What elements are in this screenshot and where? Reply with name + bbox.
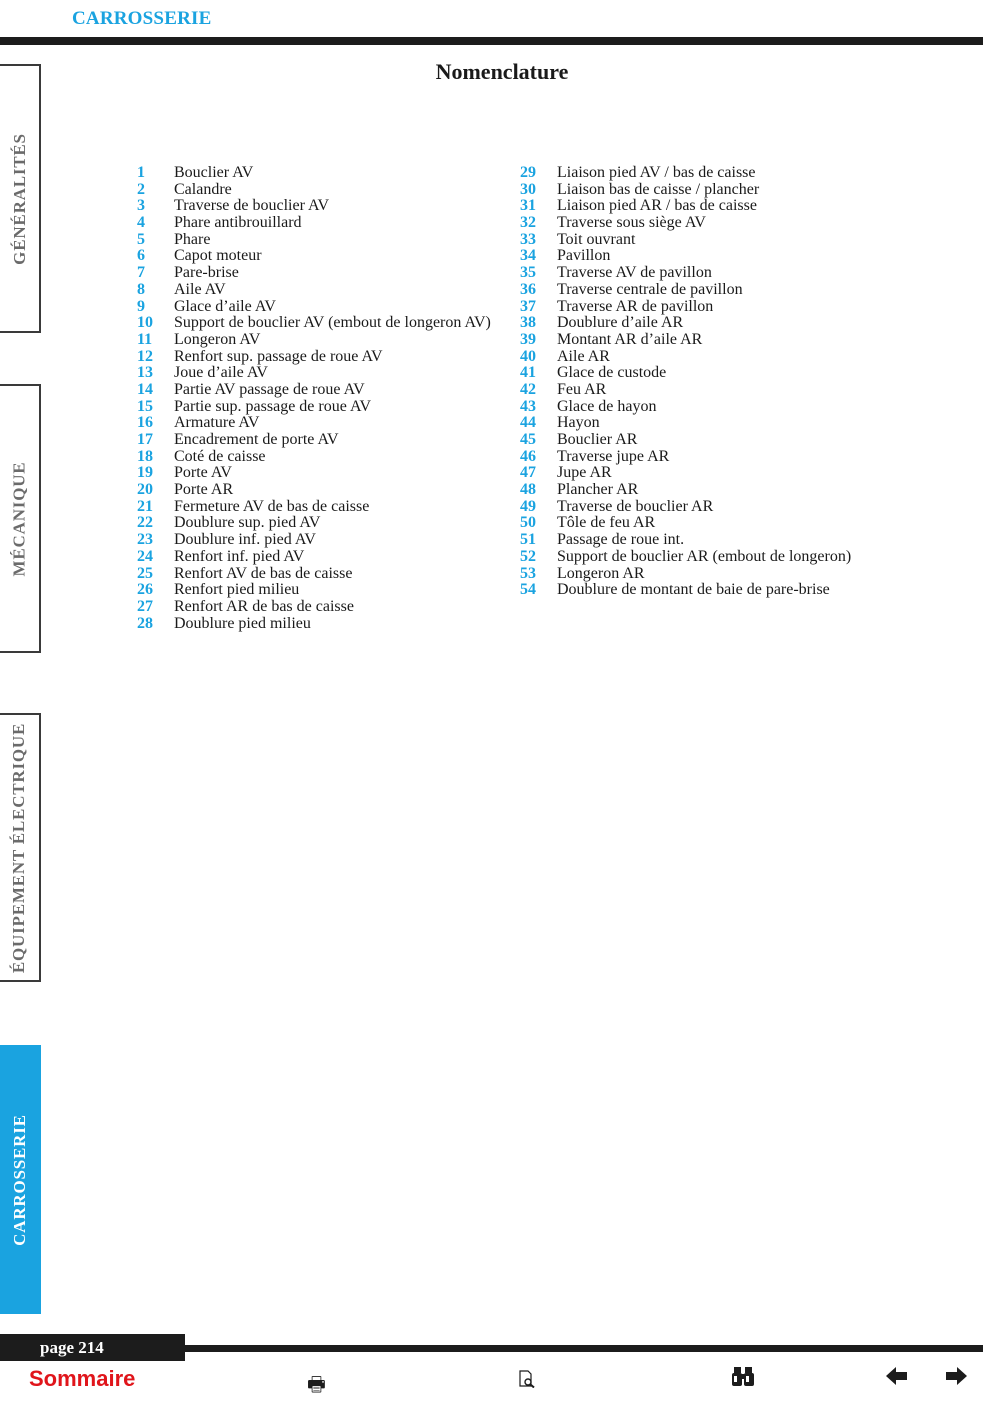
item-number: 10 — [137, 314, 153, 332]
list-item — [137, 165, 491, 182]
list-item — [520, 165, 851, 182]
list-item — [520, 215, 851, 232]
list-item — [520, 399, 851, 416]
item-number: 8 — [137, 280, 145, 298]
list-item — [520, 299, 851, 316]
item-label: Joue d’aile AV — [174, 364, 268, 382]
item-number: 42 — [520, 380, 536, 398]
item-label: Partie AV passage de roue AV — [174, 380, 365, 398]
item-number: 26 — [137, 581, 153, 599]
section-header-title: CARROSSERIE — [72, 8, 212, 29]
item-label: Montant AR d’aile AR — [557, 330, 703, 348]
list-item — [520, 182, 851, 199]
list-item — [137, 349, 491, 366]
forward-arrow-icon[interactable] — [945, 1363, 967, 1393]
item-number: 1 — [137, 164, 145, 181]
item-number: 46 — [520, 447, 536, 465]
item-number: 32 — [520, 214, 536, 232]
side-tab-label: GÉNÉRALITÉS — [9, 132, 29, 265]
item-label: Doublure pied milieu — [174, 614, 311, 632]
item-label: Calandre — [174, 180, 232, 198]
side-tab-equipement-electrique[interactable] — [0, 713, 41, 982]
item-label: Phare antibrouillard — [174, 214, 302, 232]
item-number: 35 — [520, 264, 536, 282]
item-number: 38 — [520, 314, 536, 332]
list-item — [520, 432, 851, 449]
nomenclature-list-left — [137, 165, 491, 632]
item-label: Bouclier AR — [557, 431, 638, 448]
item-label: Glace d’aile AV — [174, 297, 276, 315]
item-label: Traverse AV de pavillon — [557, 264, 712, 282]
item-label: Armature AV — [174, 414, 260, 432]
list-item — [137, 232, 491, 249]
item-number: 15 — [137, 397, 153, 415]
item-number: 29 — [520, 164, 536, 181]
item-label: Aile AV — [174, 280, 226, 298]
page-number: page 214 — [40, 1338, 104, 1357]
item-label: Doublure inf. pied AV — [174, 531, 316, 549]
side-tab-mecanique[interactable] — [0, 384, 41, 653]
item-label: Traverse sous siège AV — [557, 214, 706, 232]
item-number: 17 — [137, 431, 153, 448]
item-label: Traverse AR de pavillon — [557, 297, 714, 315]
item-number: 37 — [520, 297, 536, 315]
item-number: 49 — [520, 497, 536, 515]
item-number: 7 — [137, 264, 145, 282]
item-number: 36 — [520, 280, 536, 298]
list-item — [137, 182, 491, 199]
item-label: Coté de caisse — [174, 447, 266, 465]
item-label: Renfort AV de bas de caisse — [174, 564, 353, 582]
item-label: Longeron AR — [557, 564, 645, 582]
side-tab-carrosserie[interactable] — [0, 1045, 41, 1314]
list-item — [520, 566, 851, 583]
page-title: Nomenclature — [435, 59, 569, 84]
item-number: 14 — [137, 380, 153, 398]
list-item — [520, 415, 851, 432]
list-item — [520, 349, 851, 366]
list-item — [520, 582, 851, 599]
list-item — [137, 432, 491, 449]
list-item — [137, 465, 491, 482]
item-number: 23 — [137, 531, 153, 549]
item-label: Glace de hayon — [557, 397, 657, 415]
item-label: Pavillon — [557, 247, 611, 265]
list-item — [137, 265, 491, 282]
item-number: 18 — [137, 447, 153, 465]
list-item — [137, 399, 491, 416]
list-item — [520, 532, 851, 549]
side-tab-label: CARROSSERIE — [9, 1113, 29, 1246]
item-label: Renfort AR de bas de caisse — [174, 597, 354, 615]
item-number: 53 — [520, 564, 536, 582]
item-number: 45 — [520, 431, 536, 448]
item-label: Encadrement de porte AV — [174, 431, 339, 448]
list-item — [520, 332, 851, 349]
list-item — [520, 482, 851, 499]
list-item — [137, 616, 491, 633]
list-item — [520, 198, 851, 215]
item-number: 25 — [137, 564, 153, 582]
item-label: Liaison bas de caisse / plancher — [557, 180, 760, 198]
item-label: Capot moteur — [174, 247, 262, 265]
item-number: 33 — [520, 230, 536, 248]
print-icon[interactable]: 🖶 — [307, 1372, 326, 1396]
item-number: 2 — [137, 180, 145, 198]
item-label: Feu AR — [557, 380, 607, 398]
item-number: 28 — [137, 614, 153, 632]
item-number: 22 — [137, 514, 153, 532]
list-item — [137, 482, 491, 499]
item-number: 13 — [137, 364, 153, 382]
list-item — [137, 299, 491, 316]
list-item — [137, 415, 491, 432]
item-label: Support de bouclier AV (embout de longeron AV) — [174, 314, 491, 332]
item-number: 50 — [520, 514, 536, 532]
nomenclature-list-right — [520, 165, 851, 599]
list-item — [520, 232, 851, 249]
item-label: Traverse jupe AR — [557, 447, 670, 465]
list-item — [137, 449, 491, 466]
item-label: Renfort inf. pied AV — [174, 547, 305, 565]
item-number: 31 — [520, 197, 536, 215]
list-item — [520, 365, 851, 382]
item-number: 30 — [520, 180, 536, 198]
item-number: 16 — [137, 414, 153, 432]
item-number: 48 — [520, 481, 536, 499]
item-label: Traverse de bouclier AR — [557, 497, 714, 515]
item-label: Glace de custode — [557, 364, 667, 382]
list-item — [520, 549, 851, 566]
list-item — [137, 549, 491, 566]
list-item — [520, 515, 851, 532]
item-label: Tôle de feu AR — [557, 514, 656, 532]
item-number: 52 — [520, 547, 536, 565]
list-item — [520, 465, 851, 482]
list-item — [520, 382, 851, 399]
item-label: Pare-brise — [174, 264, 239, 282]
item-label: Fermeture AV de bas de caisse — [174, 497, 370, 515]
item-number: 20 — [137, 481, 153, 499]
item-number: 24 — [137, 547, 153, 565]
item-number: 21 — [137, 497, 153, 515]
item-number: 51 — [520, 531, 536, 549]
item-label: Doublure d’aile AR — [557, 314, 684, 332]
list-item — [520, 265, 851, 282]
side-tab-label: ÉQUIPEMENT ÉLECTRIQUE — [9, 722, 29, 973]
list-item — [137, 515, 491, 532]
item-label: Hayon — [557, 414, 600, 432]
page-number-box — [0, 1334, 185, 1361]
item-label: Renfort pied milieu — [174, 581, 300, 599]
item-number: 12 — [137, 347, 153, 365]
item-label: Liaison pied AV / bas de caisse — [557, 164, 756, 181]
item-number: 41 — [520, 364, 536, 382]
item-number: 3 — [137, 197, 145, 215]
item-number: 47 — [520, 464, 536, 482]
list-item — [137, 215, 491, 232]
item-label: Traverse centrale de pavillon — [557, 280, 743, 298]
item-number: 44 — [520, 414, 536, 432]
list-item — [137, 315, 491, 332]
item-number: 27 — [137, 597, 153, 615]
binoculars-icon[interactable] — [731, 1366, 755, 1394]
item-label: Phare — [174, 230, 211, 248]
item-label: Plancher AR — [557, 481, 639, 499]
list-item — [137, 499, 491, 516]
list-item — [137, 282, 491, 299]
item-number: 19 — [137, 464, 153, 482]
item-number: 4 — [137, 214, 145, 232]
item-number: 39 — [520, 330, 536, 348]
item-label: Longeron AV — [174, 330, 261, 348]
item-number: 9 — [137, 297, 145, 315]
item-label: Porte AV — [174, 464, 232, 482]
item-number: 34 — [520, 247, 536, 265]
item-number: 40 — [520, 347, 536, 365]
item-label: Doublure sup. pied AV — [174, 514, 321, 532]
list-item — [137, 365, 491, 382]
item-label: Porte AR — [174, 481, 234, 499]
list-item — [137, 599, 491, 616]
item-number: 5 — [137, 230, 145, 248]
list-item — [137, 532, 491, 549]
side-tab-label: MÉCANIQUE — [9, 461, 29, 576]
list-item — [520, 499, 851, 516]
item-label: Aile AR — [557, 347, 610, 365]
item-label: Passage de roue int. — [557, 531, 685, 549]
item-label: Support de bouclier AR (embout de longeron) — [557, 547, 852, 565]
list-item — [520, 315, 851, 332]
item-label: Doublure de montant de baie de pare-brise — [557, 581, 830, 599]
item-number: 6 — [137, 247, 145, 265]
item-label: Jupe AR — [557, 464, 612, 482]
back-arrow-icon[interactable] — [886, 1363, 908, 1393]
item-label: Bouclier AV — [174, 164, 254, 181]
list-item — [137, 332, 491, 349]
list-item — [137, 198, 491, 215]
item-number: 43 — [520, 397, 536, 415]
sommaire-link[interactable]: Sommaire — [29, 1366, 136, 1391]
item-label: Liaison pied AR / bas de caisse — [557, 197, 757, 215]
item-number: 54 — [520, 581, 536, 599]
list-item — [137, 566, 491, 583]
list-item — [137, 582, 491, 599]
list-item — [137, 248, 491, 265]
list-item — [520, 282, 851, 299]
item-label: Toit ouvrant — [557, 230, 636, 248]
list-item — [137, 382, 491, 399]
list-item — [520, 449, 851, 466]
footer-toolbar — [0, 1362, 983, 1399]
item-number: 11 — [137, 330, 153, 348]
item-label: Traverse de bouclier AV — [174, 197, 330, 215]
preview-icon[interactable] — [518, 1370, 536, 1393]
item-label: Renfort sup. passage de roue AV — [174, 347, 383, 365]
item-label: Partie sup. passage de roue AV — [174, 397, 371, 415]
list-item — [520, 248, 851, 265]
side-tab-generalites[interactable] — [0, 64, 41, 333]
top-rule — [0, 37, 983, 45]
